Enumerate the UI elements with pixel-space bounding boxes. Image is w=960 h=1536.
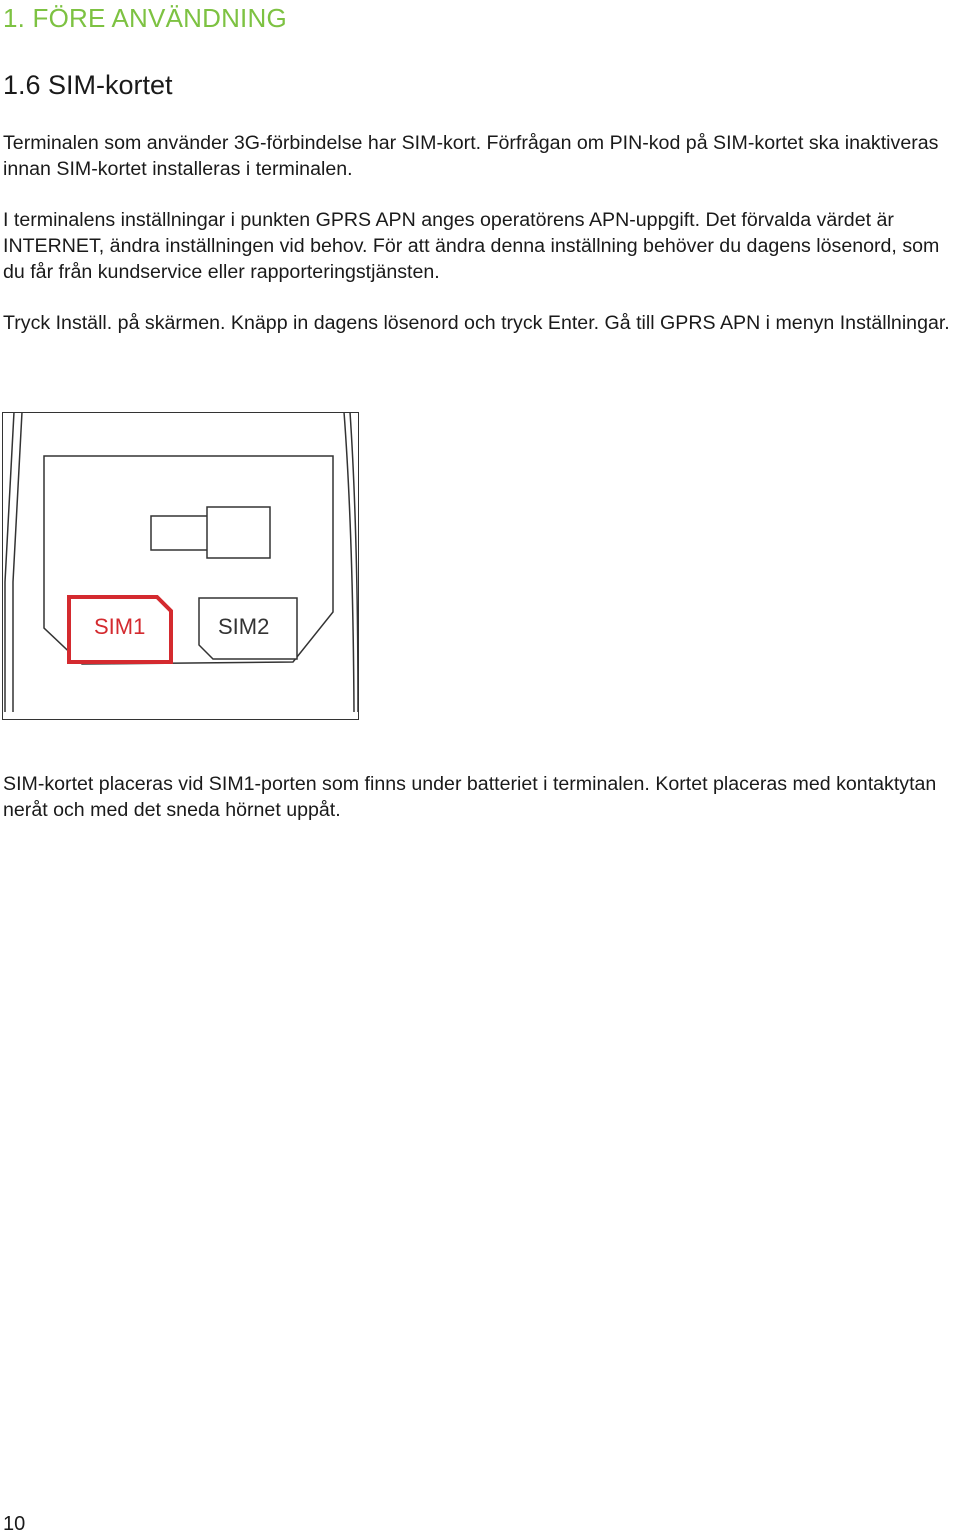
paragraph-pin-intro: Terminalen som använder 3G-förbindelse har SIM-kort. Förfrågan om PIN-kod på SIM-kortet ska inaktiveras innan SIM-kortet installeras i terminalen.	[3, 132, 939, 180]
page-number: 10	[3, 1513, 26, 1535]
figure-frame	[3, 413, 359, 720]
sim1-label: SIM1	[94, 614, 146, 639]
paragraph-apn-settings: I terminalens inställningar i punkten GPRS APN anges operatörens APN-uppgift. Det förvalda värdet är INTERNET, ändra inställningen vid behov. För att ändra denna inställning behöver du dagens lösenord, som du får från kundservice eller rapporteringstjänsten.	[3, 209, 940, 283]
chapter-title: 1. FÖRE ANVÄNDNING	[3, 3, 287, 33]
connector-right	[207, 507, 270, 558]
sim-slot-illustration	[2, 412, 359, 720]
paragraph-sim-placement: SIM-kortet placeras vid SIM1-porten som finns under batteriet i terminalen. Kortet placeras med kontaktytan neråt och med det sneda hörnet uppåt.	[3, 773, 937, 821]
connector-left	[151, 516, 208, 550]
paragraph-instructions: Tryck Inställ. på skärmen. Knäpp in dagens lösenord och tryck Enter. Gå till GPRS APN i menyn Inställningar.	[3, 312, 950, 334]
section-title: 1.6 SIM-kortet	[3, 70, 173, 100]
sim2-label: SIM2	[218, 614, 270, 639]
